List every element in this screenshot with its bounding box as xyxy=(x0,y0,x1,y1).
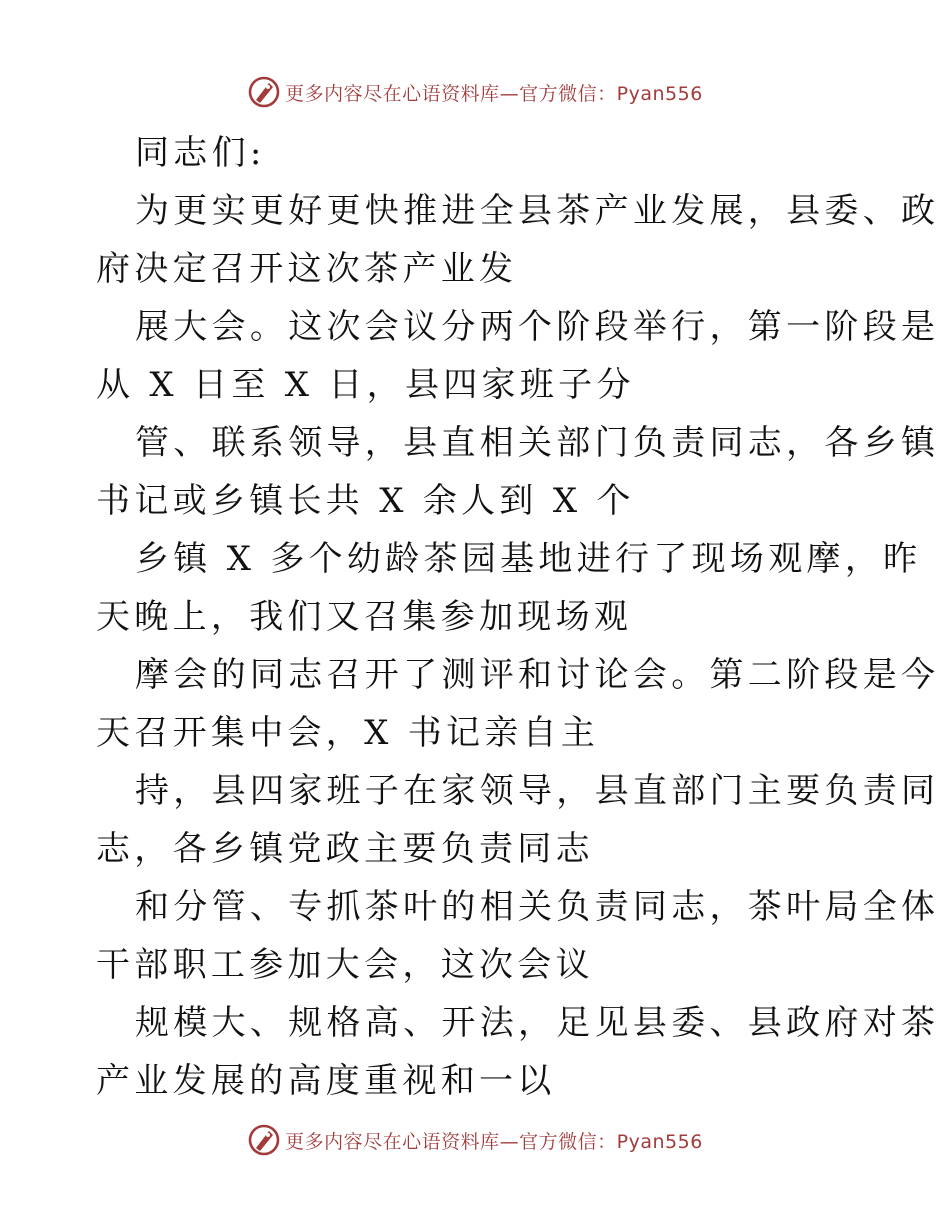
watermark-text: 更多内容尽在心语资料库—官方微信：Pyan556 xyxy=(285,82,703,105)
paragraph-line: 府决定召开这次茶产业发 xyxy=(96,249,518,289)
paragraph-line: 产业发展的高度重视和一以 xyxy=(96,1061,556,1101)
watermark-banner-top xyxy=(0,72,950,112)
pen-nib-circle-icon xyxy=(247,1123,281,1157)
paragraph-line: 展大会。这次会议分两个阶段举行，第一阶段是 xyxy=(135,307,940,347)
paragraph-line: 和分管、专抓茶叶的相关负责同志，茶叶局全体 xyxy=(135,887,940,927)
salutation: 同志们: xyxy=(135,133,266,173)
paragraph-line: 天召开集中会，X 书记亲自主 xyxy=(96,713,600,753)
document-body xyxy=(96,124,940,1110)
paragraph-line: 持，县四家班子在家领导，县直部门主要负责同 xyxy=(135,771,940,811)
paragraph-line: 乡镇 X 多个幼龄茶园基地进行了现场观摩，昨 xyxy=(135,539,922,579)
paragraph-line: 书记或乡镇长共 X 余人到 X 个 xyxy=(96,481,635,521)
paragraph-line: 规模大、规格高、开法，足见县委、县政府对茶 xyxy=(135,1003,940,1043)
watermark-text: 更多内容尽在心语资料库—官方微信：Pyan556 xyxy=(285,1130,703,1153)
pen-nib-circle-icon xyxy=(247,75,281,109)
paragraph-line: 志，各乡镇党政主要负责同志 xyxy=(96,829,594,869)
paragraph-line: 从 X 日至 X 日，县四家班子分 xyxy=(96,365,635,405)
watermark-banner-bottom xyxy=(0,1120,950,1160)
paragraph-line: 天晚上，我们又召集参加现场观 xyxy=(96,597,633,637)
paragraph-line: 为更实更好更快推进全县茶产业发展，县委、政 xyxy=(135,191,940,231)
paragraph-line: 干部职工参加大会，这次会议 xyxy=(96,945,594,985)
paragraph-line: 管、联系领导，县直相关部门负责同志，各乡镇 xyxy=(135,423,940,463)
paragraph-line: 摩会的同志召开了测评和讨论会。第二阶段是今 xyxy=(135,655,940,695)
